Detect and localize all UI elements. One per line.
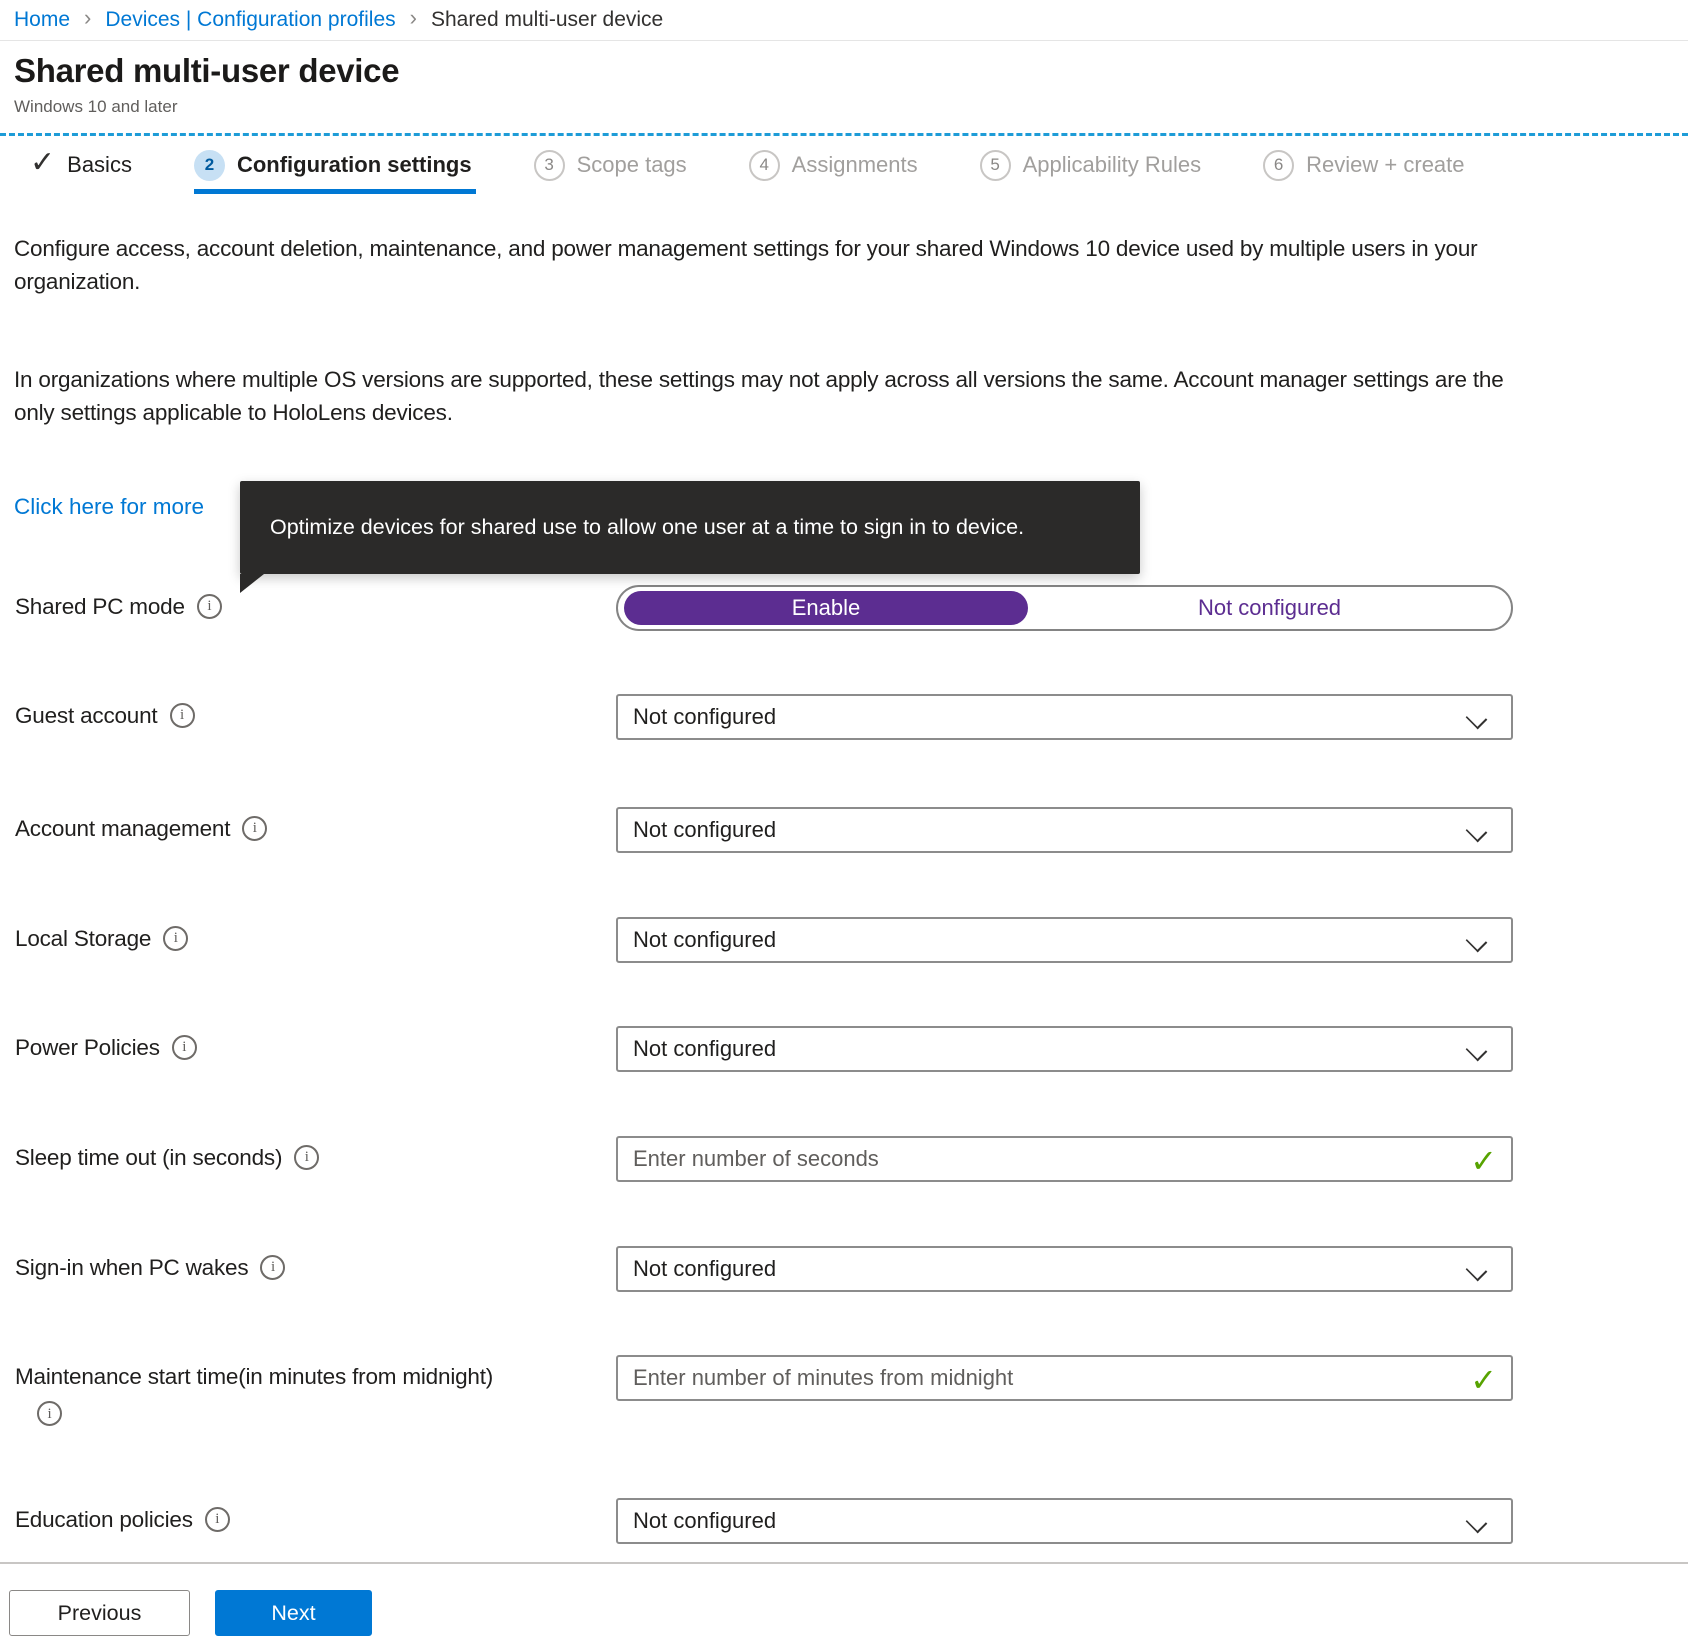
row-power-policies [0, 1026, 1688, 1072]
step-number-badge: 6 [1263, 150, 1294, 181]
field-label: Local Storage i [15, 925, 188, 953]
step-number-badge: 3 [534, 150, 565, 181]
title-block [14, 52, 399, 117]
more-info-link[interactable]: Click here for more [14, 494, 205, 519]
select-value: Not configured [633, 927, 777, 952]
select-value: Not configured [633, 817, 777, 842]
guest-account-select[interactable] [616, 694, 1513, 740]
sign-in-when-pc-wakes-select[interactable] [616, 1246, 1513, 1292]
tab-label: Applicability Rules [1022, 152, 1202, 177]
tab-label: Scope tags [576, 152, 687, 177]
previous-button[interactable]: Previous [9, 1590, 190, 1636]
field-label: Sign-in when PC wakes i [15, 1254, 285, 1282]
maintenance-start-time-field [616, 1355, 1513, 1401]
tab-label: Configuration settings [236, 152, 472, 177]
intro-paragraph-2: In organizations where multiple OS versions are supported, these settings may not apply across all versions the same. Account manager settings are the only settings applicable to HoloLens devices. [14, 367, 1504, 425]
tab-assignments[interactable] [749, 143, 918, 187]
select-value: Not configured [633, 1256, 777, 1281]
field-label: Education policies i [15, 1506, 230, 1534]
step-number-badge: 2 [194, 150, 225, 181]
valid-check-icon: ✓ [1470, 1143, 1497, 1179]
chevron-down-icon [1466, 821, 1488, 843]
step-number-badge: 4 [749, 150, 780, 181]
info-icon[interactable]: i [163, 926, 188, 951]
field-label: Account management i [15, 815, 267, 843]
tab-label: Review + create [1306, 152, 1465, 177]
power-policies-select[interactable] [616, 1026, 1513, 1072]
info-icon[interactable]: i [260, 1255, 285, 1280]
breadcrumb-chevron-icon: › [409, 5, 417, 30]
tab-review-create[interactable] [1263, 143, 1464, 187]
field-label: Shared PC mode i [15, 593, 222, 621]
row-guest-account [0, 694, 1688, 740]
select-value: Not configured [633, 1508, 777, 1533]
footer-divider [0, 1562, 1688, 1564]
tab-applicability-rules[interactable] [980, 143, 1202, 187]
select-value: Not configured [633, 704, 777, 729]
tab-label: Basics [67, 152, 132, 177]
tab-configuration-settings[interactable] [194, 143, 472, 187]
field-label: Sleep time out (in seconds) i [15, 1144, 319, 1172]
info-icon[interactable]: i [205, 1507, 230, 1532]
tab-label: Assignments [791, 152, 918, 177]
tab-scope-tags[interactable] [534, 143, 687, 187]
chevron-down-icon [1466, 1512, 1488, 1534]
chevron-down-icon [1466, 931, 1488, 953]
info-icon[interactable]: i [172, 1035, 197, 1060]
next-button[interactable]: Next [215, 1590, 372, 1636]
tooltip-beak [240, 574, 264, 593]
chevron-down-icon [1466, 1260, 1488, 1282]
maintenance-start-time-input[interactable] [618, 1357, 1511, 1399]
field-label: Maintenance start time(in minutes from midnight) i [15, 1363, 613, 1426]
page-title: Shared multi-user device [14, 52, 400, 89]
education-policies-select[interactable] [616, 1498, 1513, 1544]
info-icon[interactable]: i [242, 816, 267, 841]
wizard-steps [30, 143, 1465, 187]
local-storage-select[interactable] [616, 917, 1513, 963]
toggle-not-configured-option[interactable]: Not configured [1197, 595, 1342, 620]
select-value: Not configured [633, 1036, 777, 1061]
breadcrumb-chevron-icon: › [84, 5, 92, 30]
sleep-time-out-field [616, 1136, 1513, 1182]
breadcrumb-current-page: Shared multi-user device [430, 8, 664, 31]
breadcrumb [0, 0, 1688, 41]
row-local-storage [0, 917, 1688, 963]
chevron-down-icon [1466, 708, 1488, 730]
check-icon: ✓ [30, 146, 56, 179]
step-number-badge: 5 [980, 150, 1011, 181]
breadcrumb-home[interactable]: Home [14, 8, 71, 31]
intro-paragraph-1: Configure access, account deletion, maintenance, and power management settings for your shared Windows 10 device used by multiple users in your organization. [14, 236, 1478, 294]
info-icon[interactable]: i [37, 1401, 62, 1426]
field-label: Guest account i [15, 702, 195, 730]
valid-check-icon: ✓ [1470, 1362, 1497, 1398]
row-maintenance-start-time [0, 1355, 1688, 1422]
info-icon[interactable]: i [294, 1145, 319, 1170]
dashed-divider [0, 133, 1688, 136]
tooltip [240, 481, 1140, 574]
toggle-enable-option[interactable]: Enable [624, 591, 1028, 625]
chevron-down-icon [1466, 1040, 1488, 1062]
row-education-policies [0, 1498, 1688, 1544]
row-sign-in-when-pc-wakes [0, 1246, 1688, 1292]
info-icon[interactable]: i [170, 703, 195, 728]
shared-pc-mode-toggle[interactable] [616, 585, 1513, 631]
row-account-management [0, 807, 1688, 853]
field-label: Power Policies i [15, 1034, 197, 1062]
page-subtitle: Windows 10 and later [14, 97, 178, 116]
tab-basics[interactable] [30, 143, 132, 187]
breadcrumb-configuration-profiles[interactable]: Devices | Configuration profiles [105, 8, 396, 31]
sleep-time-out-input[interactable] [618, 1138, 1511, 1180]
info-icon[interactable]: i [197, 594, 222, 619]
row-sleep-time-out [0, 1136, 1688, 1182]
tooltip-text: Optimize devices for shared use to allow one user at a time to sign in to device. [270, 515, 1025, 539]
account-management-select[interactable] [616, 807, 1513, 853]
